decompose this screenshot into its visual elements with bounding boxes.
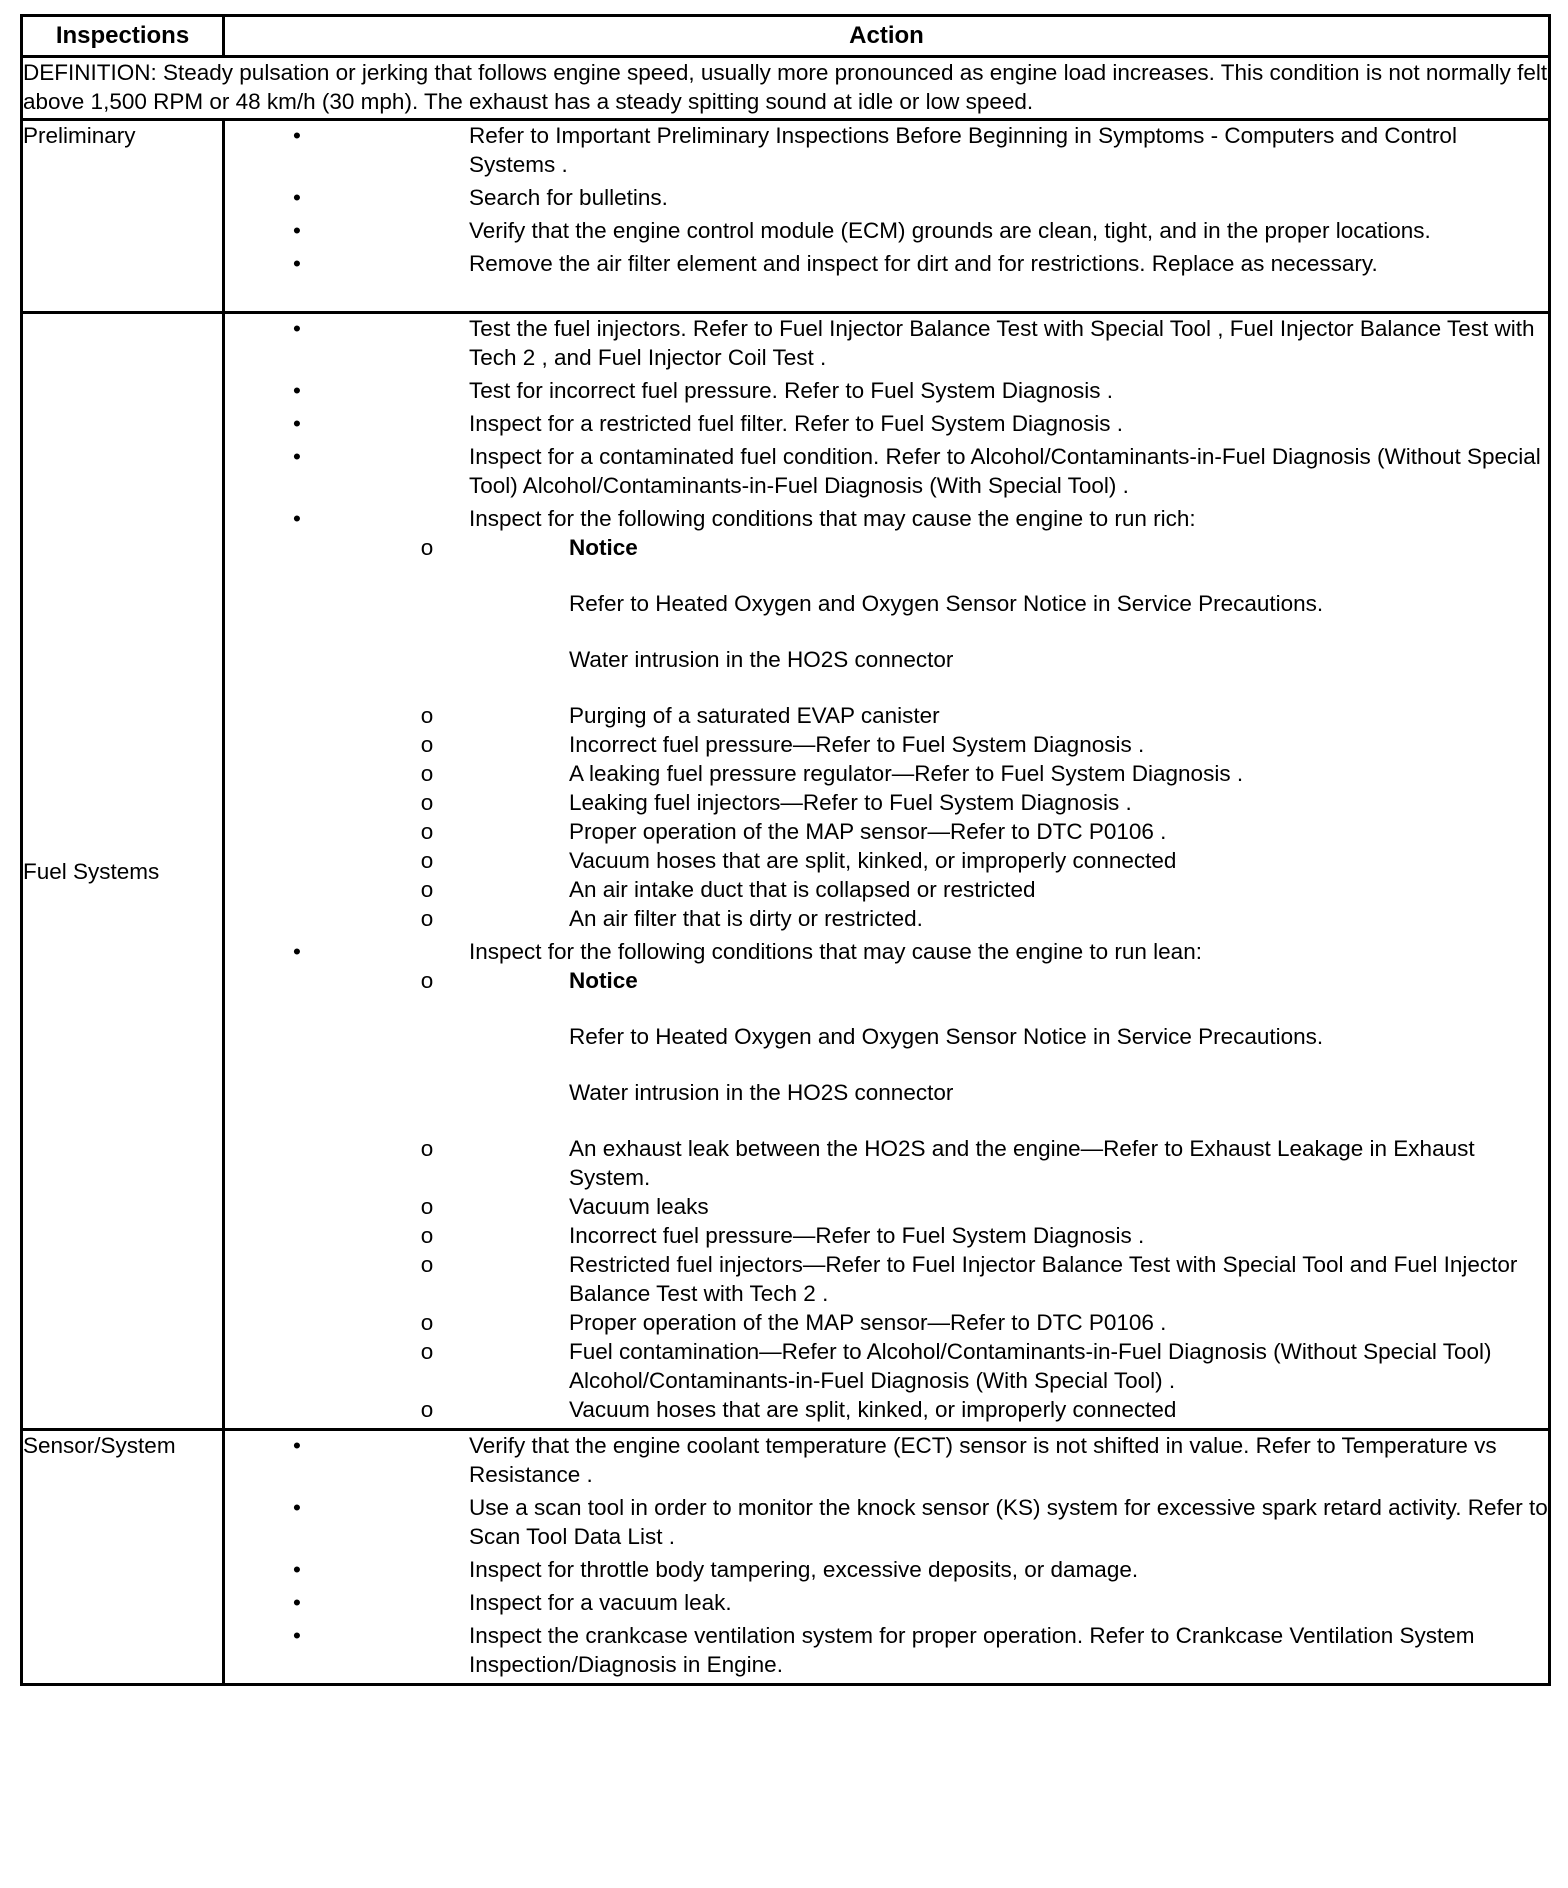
circle-bullet-icon: o [420, 877, 434, 902]
section-row-preliminary [22, 120, 1550, 313]
sub-list-item: o An air intake duct that is collapsed or restricted [537, 875, 1548, 904]
bullet-icon: • [293, 185, 301, 210]
notice-block [420, 966, 1548, 1107]
section-actions [224, 1430, 1550, 1685]
section-label: Fuel Systems [22, 313, 224, 1430]
sub-list-item: o Purging of a saturated EVAP canister [537, 701, 1548, 730]
sub-list-item: o Vacuum hoses that are split, kinked, or improperly connected [537, 846, 1548, 875]
notice-tail: Water intrusion in the HO2S connector [569, 647, 954, 672]
bullet-icon: • [293, 1590, 301, 1615]
bullet-icon: • [293, 1433, 301, 1458]
list-item: • Verify that the engine control module (ECM) grounds are clean, tight, and in the proper locations. [225, 216, 1548, 245]
bullet-icon: • [293, 316, 301, 341]
list-item: • Inspect for throttle body tampering, excessive deposits, or damage. [225, 1555, 1548, 1584]
circle-bullet-icon: o [420, 1136, 434, 1161]
header-row [22, 16, 1550, 57]
section-row-fuel-systems [22, 313, 1550, 1430]
bullet-icon: • [293, 1495, 301, 1520]
bullet-icon: • [293, 939, 301, 964]
section-actions [224, 120, 1550, 313]
sub-list-item: o Incorrect fuel pressure—Refer to Fuel System Diagnosis . [537, 1221, 1548, 1250]
sub-list-item: o Vacuum hoses that are split, kinked, or improperly connected [537, 1395, 1548, 1424]
sub-list-item: o Fuel contamination—Refer to Alcohol/Contaminants-in-Fuel Diagnosis (Without Special Tool) Alcohol/Contaminants-in-Fuel Diagnosis (With Special Tool) . [537, 1337, 1548, 1395]
section-label: Preliminary [22, 120, 224, 313]
list-item: • Inspect for the following conditions that may cause the engine to run lean: o Notice Refer to Heated Oxygen and Oxygen Sensor Notice in Service Precautions. Water intrusion in the HO2S connector o An exhaust leak between the HO2S and the engine—Refer to Exhaust Leakage in Exhaust System. o Vacuum leaks o Incorrect fuel pressure—Refer to Fuel System Diagnosis . o Restricted fuel injectors—Refer to Fuel Injector Balance Test with Special Tool and Fuel Injector Balance Test with Tech 2 . o Proper operation of the MAP sensor—Refer to DTC P0106 . o Fuel contamination—Refer to Alcohol/Contaminants-in-Fuel Diagnosis (Without Special Tool) Alcohol/Contaminants-in-Fuel Diagnosis (With Special Tool) . o Vacuum hoses that are split, kinked, or improperly connected [225, 937, 1548, 1424]
list-item: • Remove the air filter element and inspect for dirt and for restrictions. Replace as necessary. [225, 249, 1548, 278]
circle-bullet-icon: o [420, 535, 434, 560]
circle-bullet-icon: o [420, 732, 434, 757]
notice-tail: Water intrusion in the HO2S connector [569, 1080, 954, 1105]
list-item: • Inspect for a restricted fuel filter. Refer to Fuel System Diagnosis . [225, 409, 1548, 438]
sub-list-item: o A leaking fuel pressure regulator—Refer to Fuel System Diagnosis . [537, 759, 1548, 788]
bullet-icon: • [293, 1623, 301, 1648]
circle-bullet-icon: o [420, 1310, 434, 1335]
circle-bullet-icon: o [420, 1339, 434, 1364]
list-item: • Inspect for a vacuum leak. [225, 1588, 1548, 1617]
circle-bullet-icon: o [420, 1194, 434, 1219]
list-item: • Use a scan tool in order to monitor the knock sensor (KS) system for excessive spark retard activity. Refer to Scan Tool Data List . [225, 1493, 1548, 1551]
notice-title: Notice [569, 535, 638, 560]
notice-body: Refer to Heated Oxygen and Oxygen Sensor Notice in Service Precautions. [569, 591, 1324, 616]
definition-row [22, 57, 1550, 120]
circle-bullet-icon: o [420, 790, 434, 815]
circle-bullet-icon: o [420, 703, 434, 728]
section-row-sensor-system [22, 1430, 1550, 1685]
circle-bullet-icon: o [420, 906, 434, 931]
bullet-icon: • [293, 1557, 301, 1582]
sub-list-item: o Restricted fuel injectors—Refer to Fuel Injector Balance Test with Special Tool and Fuel Injector Balance Test with Tech 2 . [537, 1250, 1548, 1308]
section-actions [224, 313, 1550, 1430]
circle-bullet-icon: o [420, 1397, 434, 1422]
list-item: • Search for bulletins. [225, 183, 1548, 212]
circle-bullet-icon: o [420, 819, 434, 844]
sub-list-item: o Leaking fuel injectors—Refer to Fuel System Diagnosis . [537, 788, 1548, 817]
header-action: Action [224, 16, 1550, 57]
list-item: • Inspect the crankcase ventilation system for proper operation. Refer to Crankcase Ventilation System Inspection/Diagnosis in Engine. [225, 1621, 1548, 1679]
sub-list-item: o Incorrect fuel pressure—Refer to Fuel System Diagnosis . [537, 730, 1548, 759]
bullet-icon: • [293, 378, 301, 403]
bullet-icon: • [293, 411, 301, 436]
bullet-icon: • [293, 251, 301, 276]
bullet-icon: • [293, 218, 301, 243]
sub-list-item: o Proper operation of the MAP sensor—Refer to DTC P0106 . [537, 1308, 1548, 1337]
sub-list [420, 533, 1548, 933]
notice-title: Notice [569, 968, 638, 993]
bullet-icon: • [293, 123, 301, 148]
circle-bullet-icon: o [420, 848, 434, 873]
document-page [20, 14, 1548, 1686]
notice-block [420, 533, 1548, 674]
list-item: • Verify that the engine coolant temperature (ECT) sensor is not shifted in value. Refer to Temperature vs Resistance . [225, 1431, 1548, 1489]
sub-list-item: o Vacuum leaks [537, 1192, 1548, 1221]
header-inspections: Inspections [22, 16, 224, 57]
sub-list-item: o An air filter that is dirty or restricted. [537, 904, 1548, 933]
list-item: • Test the fuel injectors. Refer to Fuel Injector Balance Test with Special Tool , Fuel Injector Balance Test with Tech 2 , and Fuel Injector Coil Test . [225, 314, 1548, 372]
notice-body: Refer to Heated Oxygen and Oxygen Sensor Notice in Service Precautions. [569, 1024, 1324, 1049]
bullet-icon: • [293, 444, 301, 469]
circle-bullet-icon: o [420, 1252, 434, 1277]
circle-bullet-icon: o [420, 968, 434, 993]
list-item: • Test for incorrect fuel pressure. Refer to Fuel System Diagnosis . [225, 376, 1548, 405]
circle-bullet-icon: o [420, 761, 434, 786]
circle-bullet-icon: o [420, 1223, 434, 1248]
list-item: • Inspect for a contaminated fuel condition. Refer to Alcohol/Contaminants-in-Fuel Diagnosis (Without Special Tool) Alcohol/Contaminants-in-Fuel Diagnosis (With Special Tool) . [225, 442, 1548, 500]
section-label: Sensor/System [22, 1430, 224, 1685]
list-item: • Inspect for the following conditions that may cause the engine to run rich: o Notice Refer to Heated Oxygen and Oxygen Sensor Notice in Service Precautions. Water intrusion in the HO2S connector o Purging of a saturated EVAP canister o Incorrect fuel pressure—Refer to Fuel System Diagnosis . o A leaking fuel pressure regulator—Refer to Fuel System Diagnosis . o Leaking fuel injectors—Refer to Fuel System Diagnosis . o Proper operation of the MAP sensor—Refer to DTC P0106 . o Vacuum hoses that are split, kinked, or improperly connected o An air intake duct that is collapsed or restricted o An air filter that is dirty or restricted. [225, 504, 1548, 933]
inspection-table [20, 14, 1551, 1686]
sub-list-item: o Proper operation of the MAP sensor—Refer to DTC P0106 . [537, 817, 1548, 846]
bullet-icon: • [293, 506, 301, 531]
sub-list-item: o An exhaust leak between the HO2S and the engine—Refer to Exhaust Leakage in Exhaust System. [537, 1134, 1548, 1192]
definition-text: DEFINITION: Steady pulsation or jerking that follows engine speed, usually more pronounced as engine load increases. This condition is not normally felt above 1,500 RPM or 48 km/h (30 mph). The exhaust has a steady spitting sound at idle or low speed. [22, 57, 1550, 120]
sub-list [420, 966, 1548, 1424]
list-item: • Refer to Important Preliminary Inspections Before Beginning in Symptoms - Computers and Control Systems . [225, 121, 1548, 179]
